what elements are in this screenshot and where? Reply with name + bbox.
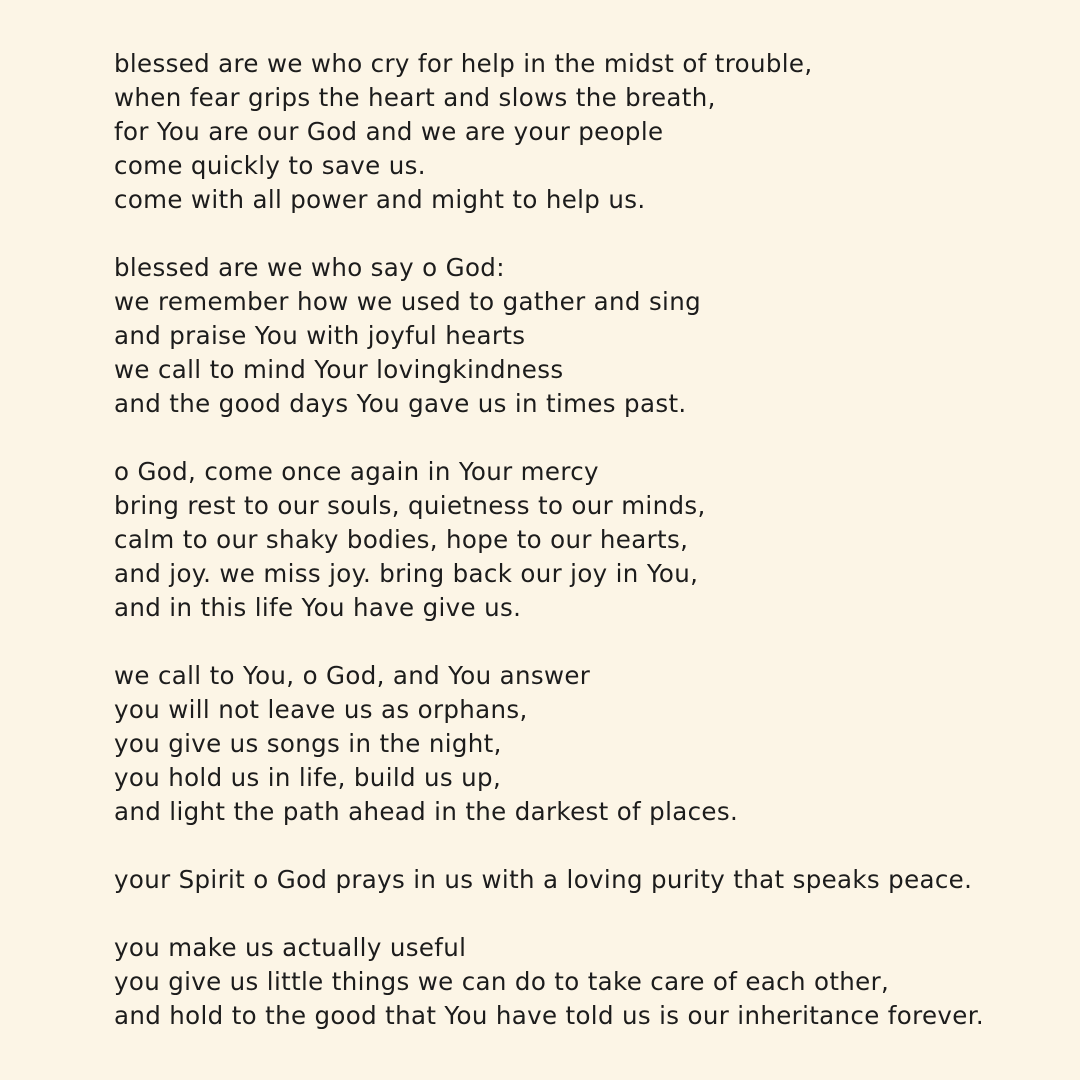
poem-line: and light the path ahead in the darkest of places. <box>114 797 739 826</box>
poem-line: your Spirit o God prays in us with a loving purity that speaks peace. <box>114 865 973 894</box>
poem-line: you will not leave us as orphans, <box>114 695 528 724</box>
poem-line: you make us actually useful <box>114 933 467 962</box>
poem-line: o God, come once again in Your mercy <box>114 457 599 486</box>
poem-line: for You are our God and we are your people <box>114 117 664 146</box>
poem-line: we remember how we used to gather and sing <box>114 287 701 316</box>
stanza-4 <box>114 659 1054 829</box>
stanza-1 <box>114 47 1054 217</box>
stanza-2 <box>114 251 1054 421</box>
stanza-3 <box>114 455 1054 625</box>
poem-line: and the good days You gave us in times past. <box>114 389 687 418</box>
poem-line: you give us little things we can do to take care of each other, <box>114 967 890 996</box>
poem-line: we call to mind Your lovingkindness <box>114 355 564 384</box>
poem-line: and hold to the good that You have told us is our inheritance forever. <box>114 1001 985 1030</box>
poem-line: you give us songs in the night, <box>114 729 502 758</box>
poem-line: when fear grips the heart and slows the breath, <box>114 83 716 112</box>
poem-line: and in this life You have give us. <box>114 593 522 622</box>
poem-line: you hold us in life, build us up, <box>114 763 502 792</box>
poem-text <box>114 47 1054 1033</box>
stanza-5 <box>114 863 1054 897</box>
poem-line: bring rest to our souls, quietness to our minds, <box>114 491 706 520</box>
poem-line: come quickly to save us. <box>114 151 426 180</box>
poem-line: we call to You, o God, and You answer <box>114 661 591 690</box>
poem-line: come with all power and might to help us. <box>114 185 646 214</box>
poem-line: and joy. we miss joy. bring back our joy in You, <box>114 559 699 588</box>
poem-line: blessed are we who cry for help in the midst of trouble, <box>114 49 813 78</box>
stanza-6 <box>114 931 1054 1033</box>
poem-line: and praise You with joyful hearts <box>114 321 526 350</box>
poem-line: calm to our shaky bodies, hope to our hearts, <box>114 525 689 554</box>
poem-line: blessed are we who say o God: <box>114 253 505 282</box>
